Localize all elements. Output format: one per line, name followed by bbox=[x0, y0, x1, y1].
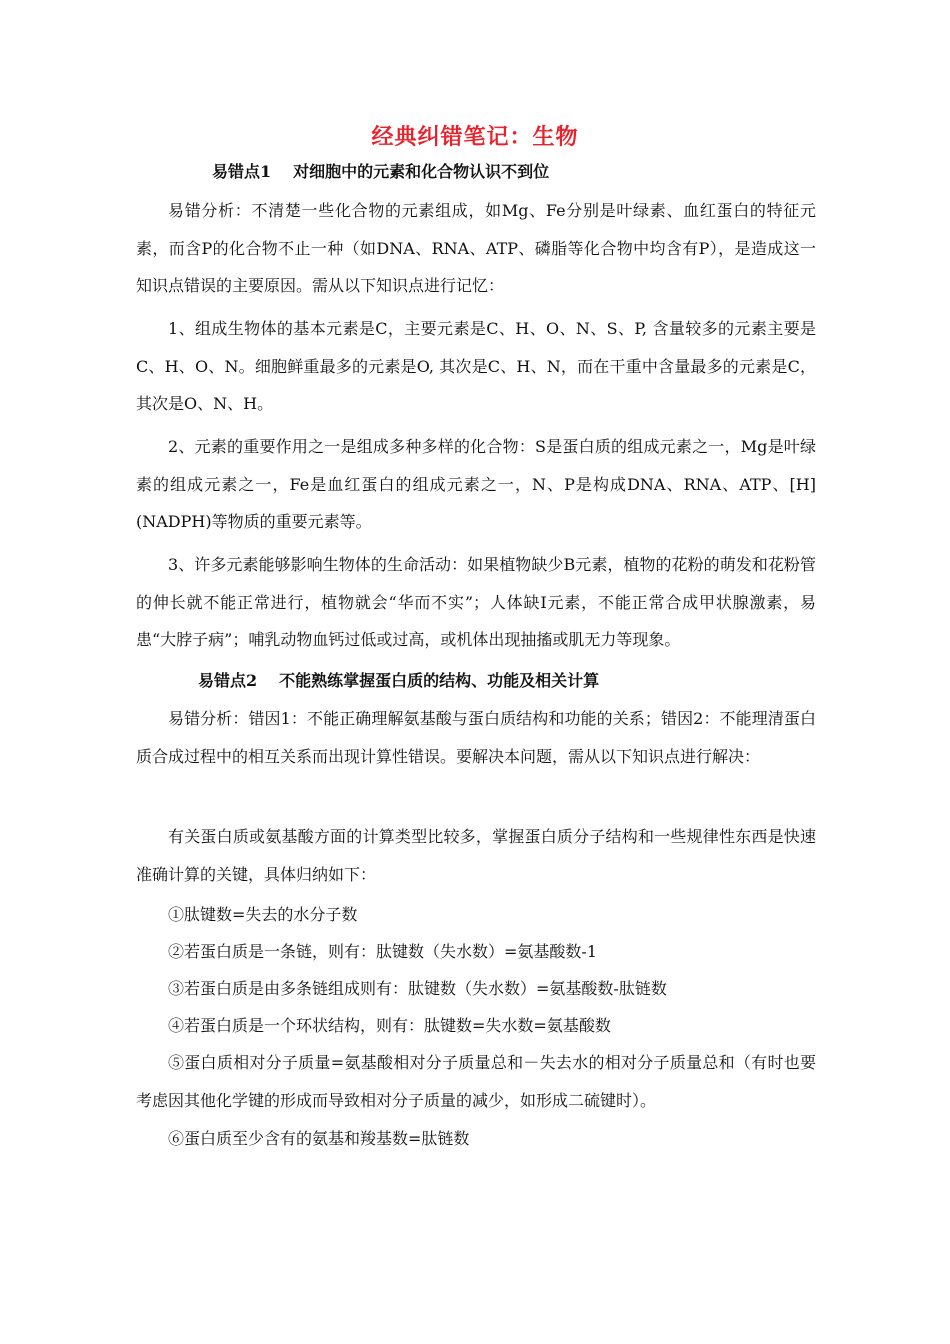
page-title: 经典纠错笔记：生物 bbox=[371, 124, 579, 150]
section-2-title: 不能熟练掌握蛋白质的结构、功能及相关计算 bbox=[279, 671, 600, 690]
formula-item-1: ①肽键数=失去的水分子数 bbox=[168, 905, 358, 924]
section-1-heading bbox=[212, 160, 549, 184]
formula-item-3: ③若蛋白质是由多条链组成则有：肽键数（失水数）=氨基酸数-肽链数 bbox=[168, 979, 667, 998]
section-1-title: 对细胞中的元素和化合物认识不到位 bbox=[293, 162, 550, 181]
section-2-analysis: 易错分析：错因1：不能正确理解氨基酸与蛋白质结构和功能的关系；错因2：不能理清蛋白质合成过程中的相互关系而出现计算性错误。要解决本问题，需从以下知识点进行解决： bbox=[136, 709, 816, 766]
section-1-point-1: 1、组成生物体的基本元素是C，主要元素是C、H、O、N、S、P, 含量较多的元素主要是C、H、O、N。细胞鲜重最多的元素是O, 其次是C、H、N，而在干重中含量最多的元素是C，其次是O、N、H。 bbox=[136, 319, 816, 413]
formula-item-6: ⑥蛋白质至少含有的氨基和羧基数=肽链数 bbox=[168, 1129, 470, 1148]
formula-item-5: ⑤蛋白质相对分子质量=氨基酸相对分子质量总和－失去水的相对分子质量总和（有时也要考虑因其他化学键的形成而导致相对分子质量的减少，如形成二硫键时）。 bbox=[136, 1053, 816, 1110]
section-1-analysis: 易错分析：不清楚一些化合物的元素组成，如Mg、Fe分别是叶绿素、血红蛋白的特征元素，而含P的化合物不止一种（如DNA、RNA、ATP、磷脂等化合物中均含有P），是造成这一知识点错误的主要原因。需从以下知识点进行记忆： bbox=[136, 201, 816, 295]
formula-item-2: ②若蛋白质是一条链，则有：肽键数（失水数）=氨基酸数-1 bbox=[168, 942, 597, 961]
section-1-point-3: 3、许多元素能够影响生物体的生命活动：如果植物缺少B元素，植物的花粉的萌发和花粉管的伸长就不能正常进行，植物就会“华而不实”；人体缺I元素，不能正常合成甲状腺激素，易患“大脖子病”；哺乳动物血钙过低或过高，或机体出现抽搐或肌无力等现象。 bbox=[136, 555, 816, 649]
section-2-intro: 有关蛋白质或氨基酸方面的计算类型比较多，掌握蛋白质分子结构和一些规律性东西是快速准确计算的关键，具体归纳如下： bbox=[136, 827, 816, 884]
section-1-point-2: 2、元素的重要作用之一是组成多种多样的化合物：S是蛋白质的组成元素之一，Mg是叶绿素的组成元素之一，Fe是血红蛋白的组成元素之一，N、P是构成DNA、RNA、ATP、[H](NADPH)等物质的重要元素等。 bbox=[136, 437, 816, 531]
section-1-number: 易错点1 bbox=[212, 162, 272, 181]
section-2-number: 易错点2 bbox=[198, 671, 258, 690]
formula-item-4: ④若蛋白质是一个环状结构，则有：肽键数=失水数=氨基酸数 bbox=[168, 1016, 611, 1035]
section-2-heading bbox=[198, 669, 599, 693]
